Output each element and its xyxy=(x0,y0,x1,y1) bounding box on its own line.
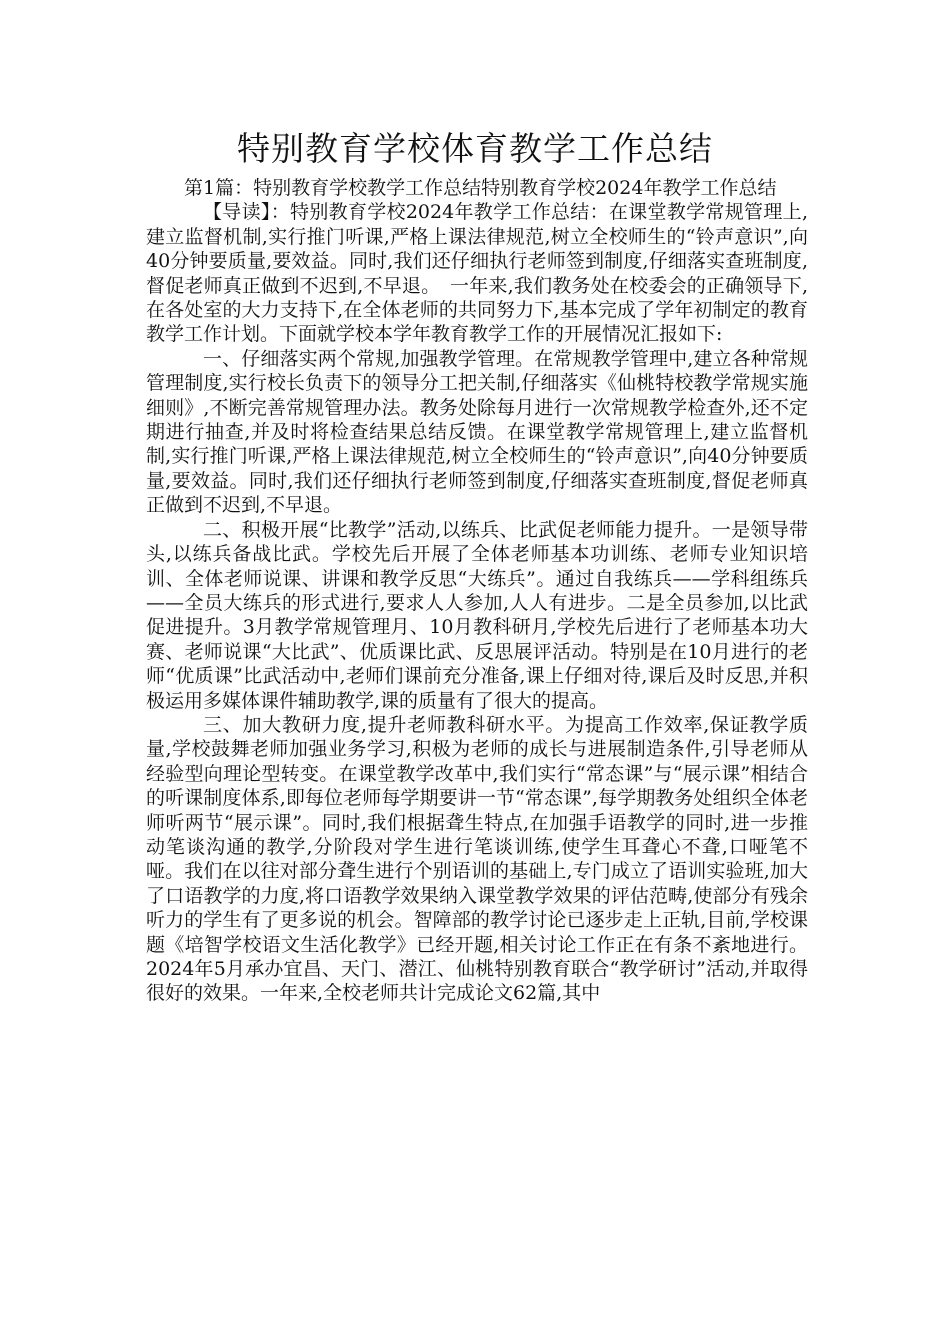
document-title: 特别教育学校体育教学工作总结 xyxy=(237,129,713,168)
paragraph-section-3: 三、加大教研力度,提升老师教科研水平。为提高工作效率,保证教学质量,学校鼓舞老师加强业务学习,积极为老师的成长与进展制造条件,引导老师从经验型向理论型转变。在课堂教学改革中,我们实行“常态课”与“展示课”相结合的听课制度体系,即每位老师每学期要讲一节“常态课”,每学期教务处组织全体老师听两节“展示课”。同时,我们根据聋生特点,在加强手语教学的同时,进一步推动笔谈沟通的教学,分阶段对学生进行笔谈训练,使学生耳聋心不聋,口哑笔不哑。我们在以往对部分聋生进行个别语训的基础上,专门成立了语训实验班,加大了口语教学的力度,将口语教学效果纳入课堂教学效果的评估范畴,使部分有残余听力的学生有了更多说的机会。智障部的教学讨论已逐步走上正轨,目前,学校课题《培智学校语文生活化教学》已经开题,相关讨论工作正在有条不紊地进行。2024年5月承办宜昌、天门、潜江、仙桃特别教育联合“教学研讨”活动,并取得很好的效果。一年来,全校老师共计完成论文62篇,其中 xyxy=(146,713,808,1005)
paragraph-section-2: 二、积极开展“比教学”活动,以练兵、比武促老师能力提升。一是领导带头,以练兵备战比武。学校先后开展了全体老师基本功训练、老师专业知识培训、全体老师说课、讲课和教学反思“大练兵”。通过自我练兵——学科组练兵——全员大练兵的形式进行,要求人人参加,人人有进步。二是全员参加,以比武促进提升。3月教学常规管理月、10月教科研月,学校先后进行了老师基本功大赛、老师说课“大比武”、优质课比武、反思展评活动。特别是在10月进行的老师“优质课”比武活动中,老师们课前充分准备,课上仔细对待,课后及时反思,并积极运用多媒体课件辅助教学,课的质量有了很大的提高。 xyxy=(146,518,808,712)
document-subtitle: 第1篇：特别教育学校教学工作总结特别教育学校2024年教学工作总结 xyxy=(184,177,777,199)
paragraph-section-1: 一、仔细落实两个常规,加强教学管理。在常规教学管理中,建立各种常规管理制度,实行校长负责下的领导分工把关制,仔细落实《仙桃特校教学常规实施细则》,不断完善常规管理办法。教务处除每月进行一次常规教学检查外,还不定期进行抽查,并及时将检查结果总结反馈。在课堂教学常规管理上,建立监督机制,实行推门听课,严格上课法律规范,树立全校师生的“铃声意识”,向40分钟要质量,要效益。同时,我们还仔细执行老师签到制度,仔细落实查班制度,督促老师真正做到不迟到,不早退。 xyxy=(146,347,808,517)
document-body xyxy=(146,176,808,1006)
paragraph-intro: 【导读】：特别教育学校2024年教学工作总结：在课堂教学常规管理上,建立监督机制,实行推门听课,严格上课法律规范,树立全校师生的“铃声意识”,向40分钟要质量,要效益。同时,我们还仔细执行老师签到制度,仔细落实查班制度,督促老师真正做到不迟到,不早退。 一年来,我们教务处在校委会的正确领导下,在各处室的大力支持下,在全体老师的共同努力下,基本完成了学年初制定的教育教学工作计划。下面就学校本学年教育教学工作的开展情况汇报如下: xyxy=(146,201,808,346)
